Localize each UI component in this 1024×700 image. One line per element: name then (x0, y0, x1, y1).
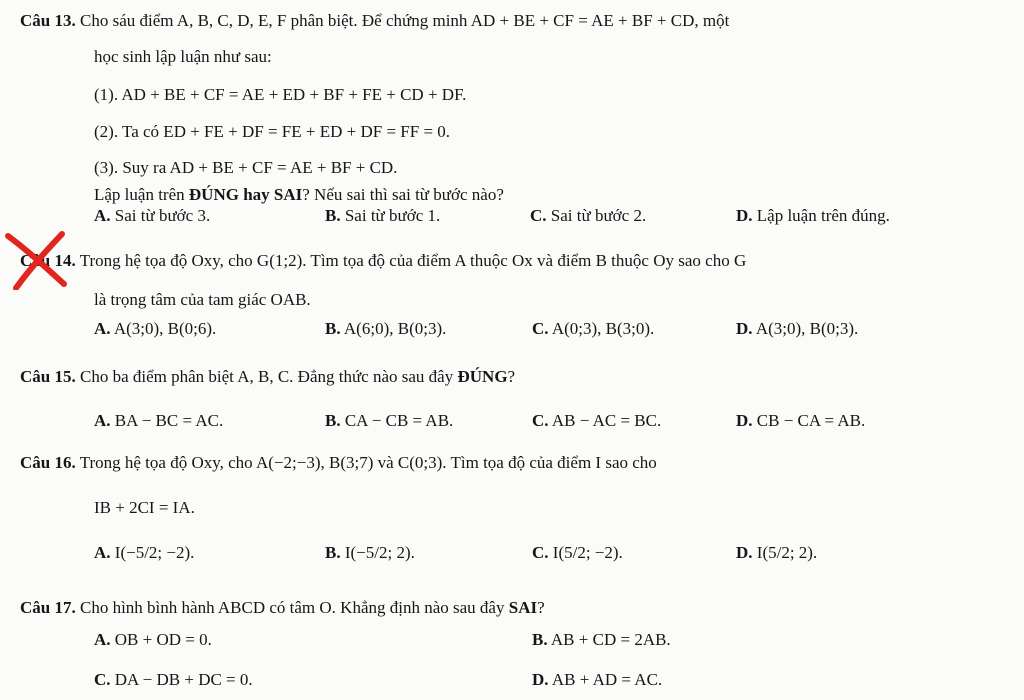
q17-text-pre: Cho hình bình hành ABCD có tâm O. Khẳng định nào sau đây (79, 598, 509, 617)
q14-options (0, 317, 1024, 341)
q13-option-a[interactable] (94, 204, 210, 228)
option-letter: B. (325, 543, 341, 562)
q13-prompt-pre: Lập luận trên (94, 185, 189, 204)
q13-stem (20, 10, 729, 32)
option-letter: C. (532, 319, 549, 338)
q17-options-row1 (0, 628, 1024, 652)
option-text: CB − CA = AB. (756, 411, 866, 430)
red-cross-mark-icon (2, 228, 72, 290)
option-text: AB + AD = AC. (551, 670, 663, 689)
option-letter: D. (736, 543, 753, 562)
q16-option-c[interactable] (532, 541, 623, 565)
q13-step-2: (2). Ta có ED + FE + DF = FE + ED + DF = FF = 0. (94, 122, 451, 141)
option-letter: D. (736, 206, 753, 225)
q13-option-b[interactable] (325, 204, 440, 228)
option-letter: A. (94, 206, 111, 225)
option-text: Lập luận trên đúng. (756, 206, 890, 225)
q17-option-d[interactable] (532, 668, 662, 692)
q14-text: Trong hệ tọa độ Oxy, cho G(1;2). Tìm tọa độ của điểm A thuộc Ox và điểm B thuộc Oy sao cho G (79, 251, 747, 270)
q13-step-1: (1). AD + BE + CF = AE + ED + BF + FE + CD + DF. (94, 85, 467, 104)
q15-option-b[interactable] (325, 409, 453, 433)
q13-option-c[interactable] (530, 204, 646, 228)
q16-options (0, 541, 1024, 565)
option-letter: B. (325, 411, 341, 430)
q16-option-d[interactable] (736, 541, 817, 565)
q13-label: Câu 13. (20, 11, 76, 30)
q17-option-c[interactable] (94, 668, 253, 692)
option-text: AB + CD = 2AB. (550, 630, 671, 649)
option-letter: C. (532, 411, 549, 430)
q15-options (0, 409, 1024, 433)
q17-option-b[interactable] (532, 628, 671, 652)
q16-label: Câu 16. (20, 453, 76, 472)
option-letter: A. (94, 630, 111, 649)
option-text: DA − DB + DC = 0. (114, 670, 253, 689)
option-text: BA − BC = AC. (114, 411, 224, 430)
q15-option-a[interactable] (94, 409, 223, 433)
q15-text-pre: Cho ba điểm phân biệt A, B, C. Đẳng thức nào sau đây (79, 367, 458, 386)
q13-step-3: (3). Suy ra AD + BE + CF = AE + BF + CD. (94, 158, 398, 177)
option-text: A(3;0), B(0;6). (113, 319, 217, 338)
option-text: Sai từ bước 1. (344, 206, 441, 225)
option-letter: D. (532, 670, 549, 689)
q13-options (0, 204, 1024, 228)
q14-option-b[interactable] (325, 317, 446, 341)
option-letter: B. (325, 319, 341, 338)
q17-options-row2 (0, 668, 1024, 692)
q13-prompt-post: ? Nếu sai thì sai từ bước nào? (302, 185, 504, 204)
option-letter: B. (532, 630, 548, 649)
q14-option-c[interactable] (532, 317, 654, 341)
q17-option-a[interactable] (94, 628, 212, 652)
q15-stem (20, 366, 515, 388)
option-text: I(5/2; −2). (552, 543, 623, 562)
q16-option-a[interactable] (94, 541, 194, 565)
option-text: Sai từ bước 3. (114, 206, 211, 225)
q14-option-d[interactable] (736, 317, 858, 341)
q14-stem (20, 250, 746, 272)
option-letter: A. (94, 411, 111, 430)
q15-label: Câu 15. (20, 367, 76, 386)
option-text: I(5/2; 2). (756, 543, 818, 562)
option-text: Sai từ bước 2. (550, 206, 647, 225)
option-letter: B. (325, 206, 341, 225)
q13-option-d[interactable] (736, 204, 890, 228)
option-text: A(3;0), B(0;3). (755, 319, 859, 338)
option-text: AB − AC = BC. (551, 411, 662, 430)
q17-label: Câu 17. (20, 598, 76, 617)
option-text: A(6;0), B(0;3). (343, 319, 447, 338)
q16-option-b[interactable] (325, 541, 415, 565)
q16-text: Trong hệ tọa độ Oxy, cho A(−2;−3), B(3;7) và C(0;3). Tìm tọa độ của điểm I sao cho (79, 453, 657, 472)
option-letter: C. (532, 543, 549, 562)
option-letter: A. (94, 543, 111, 562)
q14-option-a[interactable] (94, 317, 216, 341)
q15-text-bold: ĐÚNG (457, 367, 508, 386)
q13-text: Cho sáu điểm A, B, C, D, E, F phân biệt. Để chứng minh AD + BE + CF = AE + BF + CD, một (79, 11, 730, 30)
q13-prompt (94, 184, 504, 206)
q14-label: Câu 14. (20, 251, 76, 270)
option-letter: D. (736, 411, 753, 430)
q15-text-post: ? (507, 367, 516, 386)
q16-stem-cont: IB + 2CI = IA. (94, 498, 195, 517)
option-letter: C. (94, 670, 111, 689)
option-letter: D. (736, 319, 753, 338)
option-letter: A. (94, 319, 111, 338)
q17-text-bold: SAI (508, 598, 538, 617)
option-text: A(0;3), B(3;0). (551, 319, 655, 338)
q15-option-d[interactable] (736, 409, 865, 433)
q13-stem-cont: học sinh lập luận như sau: (94, 47, 272, 66)
option-text: I(−5/2; −2). (114, 543, 195, 562)
q17-text-post: ? (537, 598, 545, 617)
option-letter: C. (530, 206, 547, 225)
q16-stem (20, 452, 657, 474)
option-text: I(−5/2; 2). (344, 543, 415, 562)
option-text: CA − CB = AB. (344, 411, 454, 430)
q15-option-c[interactable] (532, 409, 661, 433)
q17-stem (20, 597, 545, 619)
option-text: OB + OD = 0. (114, 630, 212, 649)
q14-stem-cont: là trọng tâm của tam giác OAB. (94, 290, 311, 309)
q13-prompt-bold: ĐÚNG hay SAI (188, 185, 303, 204)
